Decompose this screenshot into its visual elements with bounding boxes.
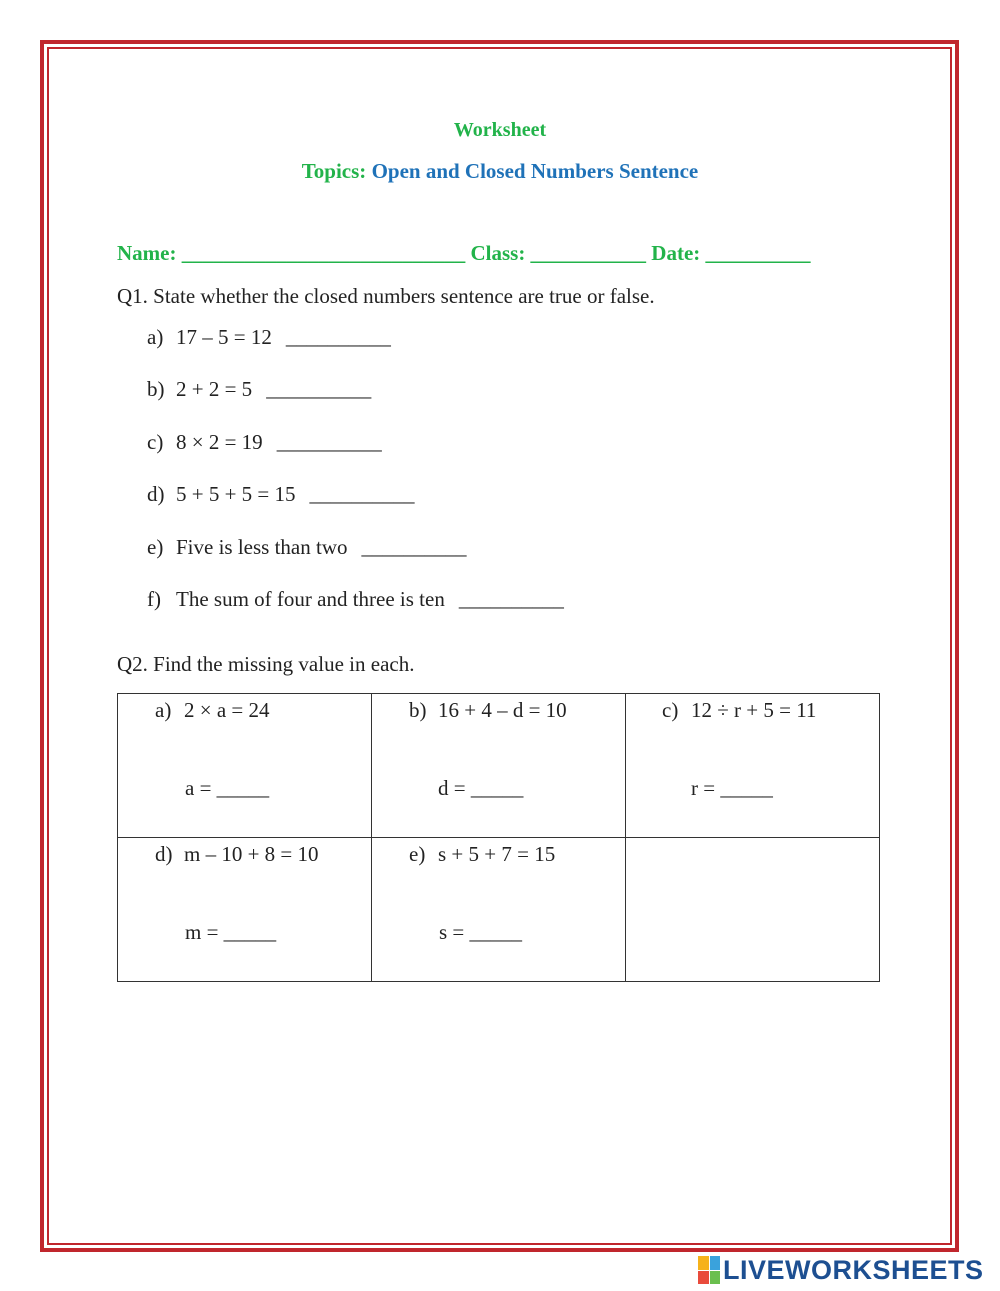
subtitle-topic: Open and Closed Numbers Sentence (371, 159, 699, 183)
cell-equation: 2 × a = 24 (184, 698, 270, 722)
cell-question (155, 842, 319, 867)
table-row (118, 694, 880, 838)
q1-item-a (147, 325, 391, 350)
q2-cell-c (626, 694, 880, 838)
cell-letter: b) (409, 698, 427, 722)
q2-cell-e (372, 838, 626, 982)
cell-equation: m – 10 + 8 = 10 (184, 842, 319, 866)
item-text: 2 + 2 = 5 (176, 377, 253, 401)
answer-blank[interactable]: __________ (285, 325, 391, 349)
logo-text: LIVEWORKSHEETS (723, 1254, 984, 1285)
item-letter: f) (147, 587, 161, 611)
item-letter: d) (147, 482, 165, 506)
q2-heading: Q2. Find the missing value in each. (117, 652, 415, 676)
q2-cell-d (118, 838, 372, 982)
q1-item-e (147, 535, 467, 560)
cell-question (155, 698, 270, 723)
logo-block (698, 1271, 709, 1285)
answer-blank[interactable]: __________ (266, 377, 372, 401)
cell-equation: 16 + 4 – d = 10 (438, 698, 567, 722)
item-text: 5 + 5 + 5 = 15 (176, 482, 296, 506)
answer-blank[interactable]: __________ (361, 535, 467, 559)
cell-question (662, 698, 816, 723)
cell-equation: 12 ÷ r + 5 = 11 (691, 698, 817, 722)
q1-item-c (147, 430, 382, 455)
q1-heading: Q1. State whether the closed numbers sentence are true or false. (117, 284, 655, 308)
item-letter: c) (147, 430, 164, 454)
liveworksheets-logo-icon (698, 1256, 720, 1284)
cell-answer[interactable]: a = _____ (185, 776, 270, 800)
logo-block (710, 1271, 721, 1285)
cell-equation: s + 5 + 7 = 15 (438, 842, 556, 866)
subtitle-lead: Topics: (301, 159, 367, 183)
worksheet-subtitle (0, 159, 1000, 184)
logo-block (698, 1256, 709, 1270)
cell-question (409, 842, 555, 867)
q2-table (117, 693, 880, 982)
item-letter: a) (147, 325, 164, 349)
name-class-date-line[interactable]: Name: ___________________________ Class: ___________ Date: __________ (117, 241, 811, 265)
q2-cell-b (372, 694, 626, 838)
item-letter: b) (147, 377, 165, 401)
item-text: Five is less than two (176, 535, 348, 559)
cell-letter: c) (662, 698, 679, 722)
liveworksheets-logo[interactable] (698, 1255, 984, 1285)
worksheet-title: Worksheet (453, 119, 547, 141)
q2-cell-empty (626, 838, 880, 982)
answer-blank[interactable]: __________ (276, 430, 382, 454)
q1-item-f (147, 587, 564, 612)
cell-answer[interactable]: s = _____ (439, 920, 523, 944)
item-letter: e) (147, 535, 164, 559)
cell-answer[interactable]: d = _____ (438, 776, 524, 800)
cell-answer[interactable]: r = _____ (691, 776, 773, 800)
cell-letter: d) (155, 842, 173, 866)
cell-letter: a) (155, 698, 172, 722)
answer-blank[interactable]: __________ (458, 587, 564, 611)
item-text: 8 × 2 = 19 (176, 430, 263, 454)
q1-item-d (147, 482, 415, 507)
cell-answer[interactable]: m = _____ (185, 920, 277, 944)
cell-question (409, 698, 567, 723)
q2-cell-a (118, 694, 372, 838)
item-text: 17 – 5 = 12 (176, 325, 272, 349)
table-row (118, 838, 880, 982)
q1-item-b (147, 377, 371, 402)
page-border-inner (47, 47, 952, 1245)
answer-blank[interactable]: __________ (309, 482, 415, 506)
item-text: The sum of four and three is ten (176, 587, 445, 611)
logo-block (710, 1256, 721, 1270)
cell-letter: e) (409, 842, 426, 866)
